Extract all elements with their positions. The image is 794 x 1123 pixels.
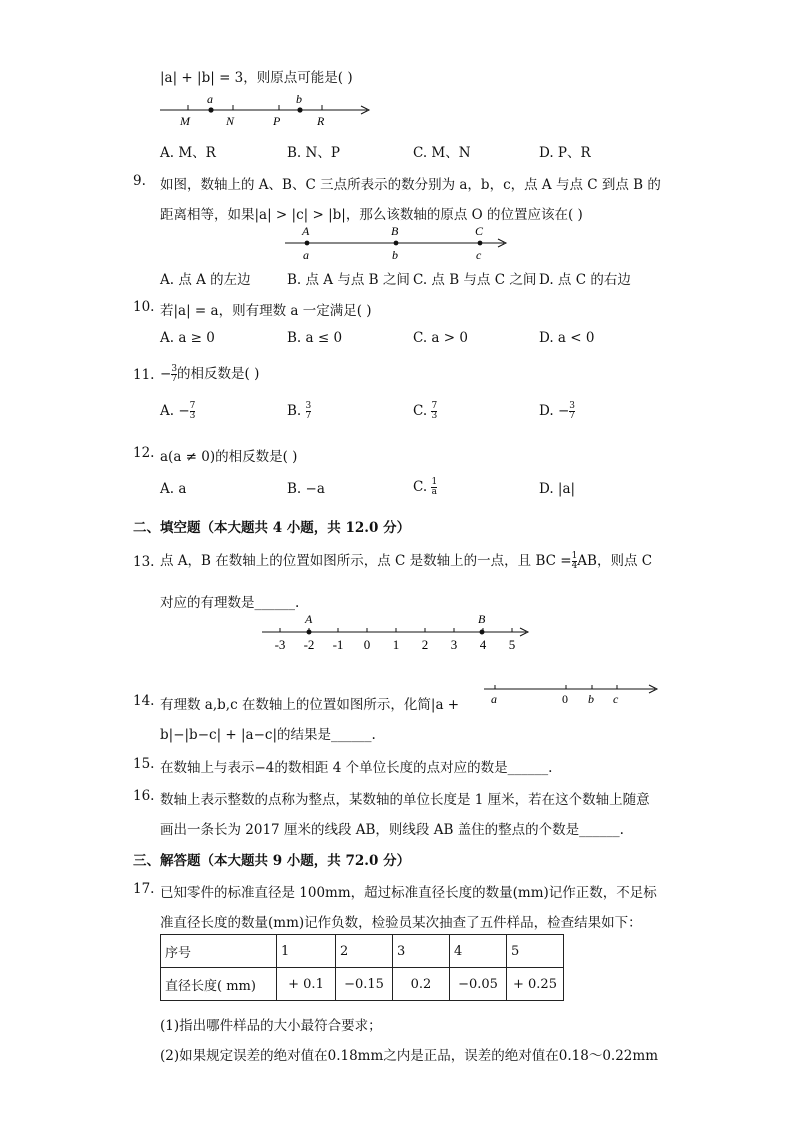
q8-number-line bbox=[155, 92, 385, 130]
q12-option-b: B. −a bbox=[287, 481, 325, 497]
q17-results-table bbox=[160, 934, 564, 1001]
q13-frac-num: 1 bbox=[571, 551, 578, 561]
q17-line1: 已知零件的标准直径是 100mm，超过标准直径长度的数量(mm)记作正数，不足标 bbox=[160, 885, 657, 901]
q9-number-line bbox=[280, 222, 515, 264]
q8-label-n: N bbox=[226, 114, 235, 128]
q14-label-0: 0 bbox=[562, 692, 568, 706]
q9-point-b bbox=[394, 241, 399, 246]
q14-label-b: b bbox=[588, 692, 594, 706]
q14-line2: b|−|b−c| + |a−c|的结果是______. bbox=[160, 727, 376, 743]
table-cell: 序号 bbox=[161, 935, 277, 968]
q12-stem: a(a ≠ 0)的相反数是( ) bbox=[160, 449, 298, 465]
q11-option-a-num: 7 bbox=[189, 401, 196, 411]
q11-option-c-den: 3 bbox=[431, 411, 438, 421]
q11-option-b-num: 3 bbox=[305, 401, 312, 411]
q11-number: 11. bbox=[133, 367, 155, 383]
q8-option-b: B. N、P bbox=[287, 145, 340, 161]
q12-option-c-fraction bbox=[431, 478, 437, 497]
q11-option-b-fraction bbox=[306, 402, 312, 421]
table-cell: 3 bbox=[393, 935, 450, 968]
q13-tick-label: 0 bbox=[363, 637, 371, 652]
q12-option-c-den: a bbox=[431, 487, 437, 497]
q13-tick-label: 4 bbox=[479, 637, 487, 652]
q8-option-c: C. M、N bbox=[413, 145, 471, 161]
q9-label-lower-a: a bbox=[303, 248, 309, 262]
q9-option-b: B. 点 A 与点 B 之间 bbox=[287, 272, 410, 288]
table-cell: 4 bbox=[450, 935, 507, 968]
q9-label-upper-c: C bbox=[475, 224, 484, 238]
q10-option-b: B. a ≤ 0 bbox=[287, 330, 343, 346]
section-3-heading: 三、解答题（本大题共 9 小题，共 72.0 分） bbox=[133, 853, 411, 869]
q8-label-m: M bbox=[180, 114, 190, 128]
q11-stem-sign: − bbox=[160, 366, 172, 382]
q14-number-line bbox=[480, 678, 665, 708]
q13-point-b bbox=[480, 630, 485, 635]
q13-frac-den: 4 bbox=[571, 561, 578, 571]
q11-option-a-label: A. bbox=[160, 403, 175, 419]
q16-number: 16. bbox=[133, 788, 155, 804]
q16-line1: 数轴上表示整数的点称为整点，某数轴的单位长度是 1 厘米，若在这个数轴上随意 bbox=[160, 792, 650, 808]
table-cell: + 0.1 bbox=[277, 968, 336, 1001]
q9-label-lower-c: c bbox=[476, 248, 482, 262]
q17-number: 17. bbox=[133, 881, 155, 897]
q11-option-a-sign: − bbox=[178, 403, 190, 419]
q8-label-b: b bbox=[296, 92, 302, 106]
q11-option-c-num: 7 bbox=[431, 401, 438, 411]
section-2-heading: 二、填空题（本大题共 4 小题，共 12.0 分） bbox=[133, 520, 411, 536]
q9-option-d: D. 点 C 的右边 bbox=[539, 272, 631, 288]
q12-number: 12. bbox=[133, 445, 155, 461]
q8-stem: |a| + |b| = 3，则原点可能是( ) bbox=[160, 70, 353, 86]
q11-option-c-fraction bbox=[431, 402, 437, 421]
q14-number: 14. bbox=[133, 693, 155, 709]
q13-tick-label: -2 bbox=[303, 637, 315, 652]
q9-label-upper-a: A bbox=[302, 224, 310, 238]
q9-label-upper-b: B bbox=[391, 224, 399, 238]
q11-stem bbox=[160, 362, 259, 384]
q8-label-r: R bbox=[317, 114, 325, 128]
q8-label-a: a bbox=[207, 92, 213, 106]
table-cell: + 0.25 bbox=[507, 968, 564, 1001]
q9-option-c: C. 点 B 与点 C 之间 bbox=[413, 272, 537, 288]
q11-stem-den: 7 bbox=[171, 374, 178, 384]
table-cell: 2 bbox=[336, 935, 393, 968]
q17-sub2: (2)如果规定误差的绝对值在0.18mm之内是正品，误差的绝对值在0.18～0.22mm bbox=[160, 1048, 659, 1064]
q17-line2: 准直径长度的数量(mm)记作负数，检验员某次抽查了五件样品，检查结果如下： bbox=[160, 915, 642, 931]
table-row bbox=[161, 935, 564, 968]
q14-label-a: a bbox=[491, 692, 497, 706]
q13-tick-label: -3 bbox=[274, 637, 286, 652]
q10-stem: 若|a| = a，则有理数 a 一定满足( ) bbox=[160, 303, 372, 319]
q13-tick-label: 3 bbox=[450, 637, 458, 652]
q9-line1: 如图，数轴上的 A、B、C 三点所表示的数分别为 a，b，c，点 A 与点 C 到点 B 的 bbox=[160, 177, 661, 193]
q12-option-d: D. |a| bbox=[539, 481, 576, 497]
q9-point-c bbox=[478, 241, 483, 246]
q13-line1 bbox=[160, 549, 652, 571]
table-cell: 5 bbox=[507, 935, 564, 968]
q8-label-p: P bbox=[273, 114, 281, 128]
q13-line1-a: 点 A，B 在数轴上的位置如图所示，点 C 是数轴上的一点，且 BC = bbox=[160, 553, 572, 569]
q10-option-a: A. a ≥ 0 bbox=[160, 330, 215, 346]
q13-label-b: B bbox=[478, 612, 486, 626]
q13-number-line bbox=[258, 611, 538, 655]
q12-option-c-label: C. bbox=[413, 479, 428, 495]
q8-option-a: A. M、R bbox=[160, 145, 216, 161]
table-cell: −0.05 bbox=[450, 968, 507, 1001]
table-row bbox=[161, 968, 564, 1001]
q8-point-a bbox=[208, 107, 213, 112]
q8-point-b bbox=[297, 107, 302, 112]
q11-option-d bbox=[539, 402, 575, 421]
q15-text: 在数轴上与表示−4的数相距 4 个单位长度的点对应的数是______. bbox=[160, 760, 553, 776]
q13-number: 13. bbox=[133, 554, 155, 570]
q12-option-a: A. a bbox=[160, 481, 187, 497]
q9-label-lower-b: b bbox=[392, 248, 398, 262]
q11-option-c bbox=[413, 402, 437, 421]
q12-option-c bbox=[413, 478, 437, 497]
q11-option-b bbox=[287, 402, 311, 421]
q13-tick-label: 5 bbox=[508, 637, 516, 652]
q10-number: 10. bbox=[133, 299, 155, 315]
q11-option-d-num: 3 bbox=[569, 401, 575, 411]
q9-option-a: A. 点 A 的左边 bbox=[160, 272, 251, 288]
q15-number: 15. bbox=[133, 756, 155, 772]
table-cell: 0.2 bbox=[393, 968, 450, 1001]
q13-line2: 对应的有理数是______. bbox=[160, 595, 300, 611]
q11-stem-num: 3 bbox=[171, 364, 178, 374]
q14-label-c: c bbox=[613, 692, 619, 706]
table-cell: −0.15 bbox=[336, 968, 393, 1001]
q11-option-d-sign: − bbox=[557, 403, 570, 419]
q10-option-c: C. a > 0 bbox=[413, 330, 468, 346]
q13-tick-label: -1 bbox=[332, 637, 344, 652]
q8-option-d: D. P、R bbox=[539, 145, 591, 161]
table-cell: 1 bbox=[277, 935, 336, 968]
q11-stem-suffix: 的相反数是( ) bbox=[177, 366, 260, 382]
q13-label-a: A bbox=[305, 612, 313, 626]
q11-option-d-den: 7 bbox=[569, 411, 575, 421]
q16-line2: 画出一条长为 2017 厘米的线段 AB，则线段 AB 盖住的整点的个数是______. bbox=[160, 822, 624, 838]
q13-point-a bbox=[307, 630, 312, 635]
q11-option-a-fraction bbox=[190, 402, 196, 421]
q11-option-b-label: B. bbox=[287, 403, 302, 419]
q13-tick-label: 2 bbox=[421, 637, 429, 652]
q13-tick-label: 1 bbox=[392, 637, 400, 652]
q17-sub1: (1)指出哪件样品的大小最符合要求； bbox=[160, 1018, 382, 1034]
q13-line1-b: AB，则点 C bbox=[577, 553, 653, 569]
q10-option-d: D. a < 0 bbox=[539, 330, 595, 346]
q11-option-d-label: D. bbox=[539, 403, 554, 419]
table-cell: 直径长度( mm) bbox=[161, 968, 277, 1001]
q11-option-c-label: C. bbox=[413, 403, 428, 419]
q9-line2: 距离相等，如果|a| > |c| > |b|，那么该数轴的原点 O 的位置应该在( ) bbox=[160, 207, 583, 223]
q11-option-a bbox=[160, 402, 195, 421]
q11-option-d-fraction bbox=[569, 402, 575, 421]
q12-option-c-num: 1 bbox=[431, 477, 438, 487]
q14-line1: 有理数 a,b,c 在数轴上的位置如图所示，化简|a + bbox=[160, 697, 460, 713]
q9-point-a bbox=[305, 241, 310, 246]
q11-option-a-den: 3 bbox=[189, 411, 196, 421]
q11-option-b-den: 7 bbox=[305, 411, 312, 421]
q9-number: 9. bbox=[133, 173, 146, 189]
